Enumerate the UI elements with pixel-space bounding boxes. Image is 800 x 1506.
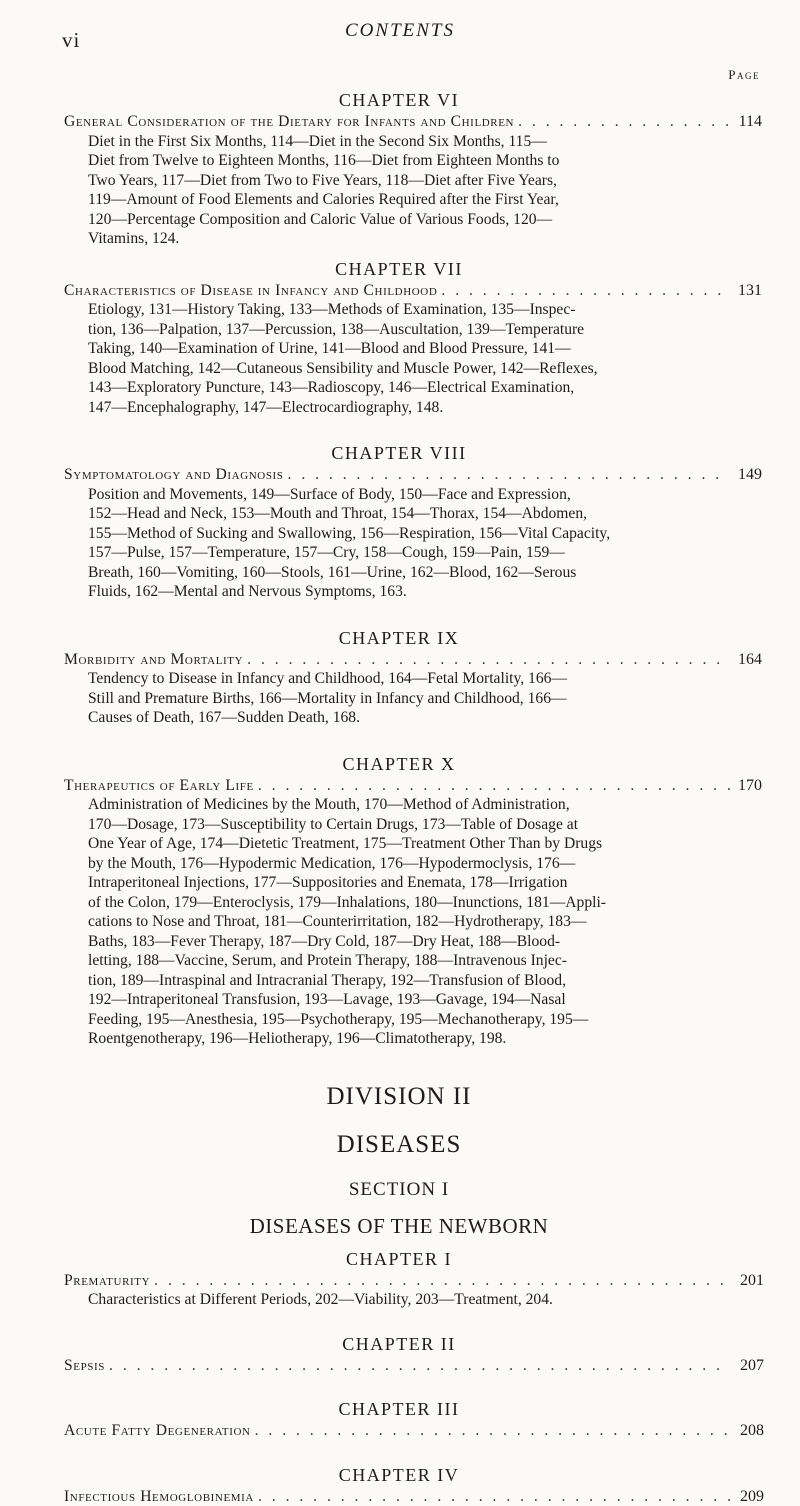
toc-entry	[64, 465, 734, 485]
desc-line: Diet from Twelve to Eighteen Months, 116—Diet from Eighteen Months to	[88, 151, 734, 171]
chapter-label: CHAPTER VIII	[64, 441, 734, 465]
chapter-title: Morbidity and Mortality	[64, 650, 243, 670]
dot-leader	[288, 465, 730, 485]
chapter-title: Infectious Hemoglobinemia	[64, 1487, 254, 1506]
chapter-title: Symptomatology and Diagnosis	[64, 465, 284, 485]
dot-leader	[258, 1487, 730, 1506]
chapter-title: General Consideration of the Dietary for Infants and Children	[64, 112, 514, 132]
dot-leader	[247, 650, 730, 670]
dot-leader	[518, 112, 730, 132]
desc-line: Taking, 140—Examination of Urine, 141—Blood and Blood Pressure, 141—	[88, 339, 734, 359]
toc-entry	[64, 1487, 734, 1506]
chapter-label: CHAPTER IX	[64, 626, 734, 650]
desc-line: Causes of Death, 167—Sudden Death, 168.	[88, 708, 734, 728]
running-title: CONTENTS	[0, 20, 800, 42]
chapter-label: CHAPTER I	[64, 1247, 734, 1271]
chapter-7	[64, 257, 734, 418]
desc-line: Breath, 160—Vomiting, 160—Stools, 161—Urine, 162—Blood, 162—Serous	[88, 563, 734, 583]
chapter-description	[88, 485, 734, 602]
toc-entry	[64, 1356, 734, 1376]
toc-entry	[64, 1271, 734, 1291]
page-folio: vi	[62, 28, 80, 53]
toc-entry	[64, 650, 734, 670]
desc-line: 143—Exploratory Puncture, 143—Radioscopy, 146—Electrical Examination,	[88, 378, 734, 398]
division-heading	[64, 1079, 734, 1241]
chapter-description	[88, 132, 734, 249]
desc-line: Blood Matching, 142—Cutaneous Sensibility and Muscle Power, 142—Reflexes,	[88, 359, 734, 379]
page-number: 209	[740, 1487, 764, 1506]
desc-line: 147—Encephalography, 147—Electrocardiography, 148.	[88, 398, 734, 418]
desc-line: tion, 189—Intraspinal and Intracranial Therapy, 192—Transfusion of Blood,	[88, 971, 734, 991]
toc-entry	[64, 281, 734, 301]
toc-entry	[64, 112, 734, 132]
division-label: DIVISION II	[64, 1079, 734, 1115]
desc-line: by the Mouth, 176—Hypodermic Medication, 176—Hypodermoclysis, 176—	[88, 854, 734, 874]
desc-line: Characteristics at Different Periods, 202—Viability, 203—Treatment, 204.	[88, 1290, 734, 1310]
sub-chapter-2	[64, 1332, 734, 1376]
chapter-label: CHAPTER III	[64, 1397, 734, 1421]
chapter-title: Therapeutics of Early Life	[64, 776, 254, 796]
desc-line: Still and Premature Births, 166—Mortality in Infancy and Childhood, 166—	[88, 689, 734, 709]
toc-content	[64, 88, 734, 1506]
chapter-description	[88, 1290, 734, 1310]
chapter-description	[88, 795, 734, 1049]
sub-chapter-3	[64, 1397, 734, 1441]
chapter-label: CHAPTER X	[64, 752, 734, 776]
chapter-title: Characteristics of Disease in Infancy and Childhood	[64, 281, 437, 301]
desc-line: tion, 136—Palpation, 137—Percussion, 138—Auscultation, 139—Temperature	[88, 320, 734, 340]
chapter-label: CHAPTER VI	[64, 88, 734, 112]
desc-line: 157—Pulse, 157—Temperature, 157—Cry, 158—Cough, 159—Pain, 159—	[88, 543, 734, 563]
toc-entry	[64, 1421, 734, 1441]
desc-line: 192—Intraperitoneal Transfusion, 193—Lavage, 193—Gavage, 194—Nasal	[88, 990, 734, 1010]
page-number: 131	[738, 281, 762, 301]
chapter-9	[64, 626, 734, 728]
chapter-label: CHAPTER IV	[64, 1463, 734, 1487]
page-number: 170	[738, 776, 762, 796]
chapter-description	[88, 669, 734, 728]
desc-line: Tendency to Disease in Infancy and Childhood, 164—Fetal Mortality, 166—	[88, 669, 734, 689]
desc-line: One Year of Age, 174—Dietetic Treatment, 175—Treatment Other Than by Drugs	[88, 834, 734, 854]
desc-line: 152—Head and Neck, 153—Mouth and Throat, 154—Thorax, 154—Abdomen,	[88, 504, 734, 524]
desc-line: Intraperitoneal Injections, 177—Suppositories and Enemata, 178—Irrigation	[88, 873, 734, 893]
chapter-title: Acute Fatty Degeneration	[64, 1421, 251, 1441]
chapter-6	[64, 88, 734, 249]
desc-line: 119—Amount of Food Elements and Calories Required after the First Year,	[88, 190, 734, 210]
desc-line: Feeding, 195—Anesthesia, 195—Psychotherapy, 195—Mechanotherapy, 195—	[88, 1010, 734, 1030]
page-number: 164	[738, 650, 762, 670]
desc-line: Position and Movements, 149—Surface of Body, 150—Face and Expression,	[88, 485, 734, 505]
page-number: 201	[740, 1271, 764, 1291]
dot-leader	[255, 1421, 730, 1441]
desc-line: of the Colon, 179—Enteroclysis, 179—Inhalations, 180—Inunctions, 181—Appli-	[88, 893, 734, 913]
desc-line: 170—Dosage, 173—Susceptibility to Certain Drugs, 173—Table of Dosage at	[88, 815, 734, 835]
dot-leader	[154, 1271, 730, 1291]
dot-leader	[258, 776, 730, 796]
dot-leader	[109, 1356, 730, 1376]
division-title: DISEASES	[64, 1127, 734, 1163]
desc-line: 155—Method of Sucking and Swallowing, 156—Respiration, 156—Vital Capacity,	[88, 524, 734, 544]
chapter-label: CHAPTER II	[64, 1332, 734, 1356]
toc-entry	[64, 776, 734, 796]
section-label: SECTION I	[64, 1175, 734, 1205]
page-number: 149	[738, 465, 762, 485]
desc-line: Administration of Medicines by the Mouth, 170—Method of Administration,	[88, 795, 734, 815]
dot-leader	[441, 281, 730, 301]
desc-line: Roentgenotherapy, 196—Heliotherapy, 196—Climatotherapy, 198.	[88, 1029, 734, 1049]
running-head	[0, 16, 800, 46]
sub-chapter-4	[64, 1463, 734, 1506]
desc-line: cations to Nose and Throat, 181—Counterirritation, 182—Hydrotherapy, 183—	[88, 912, 734, 932]
desc-line: Baths, 183—Fever Therapy, 187—Dry Cold, 187—Dry Heat, 188—Blood-	[88, 932, 734, 952]
desc-line: Diet in the First Six Months, 114—Diet in the Second Six Months, 115—	[88, 132, 734, 152]
desc-line: 120—Percentage Composition and Caloric Value of Various Foods, 120—	[88, 210, 734, 230]
chapter-title: Prematurity	[64, 1271, 150, 1291]
chapter-8	[64, 441, 734, 602]
desc-line: Etiology, 131—History Taking, 133—Methods of Examination, 135—Inspec-	[88, 300, 734, 320]
chapter-title: Sepsis	[64, 1356, 105, 1376]
desc-line: Vitamins, 124.	[88, 229, 734, 249]
page-column-label: Page	[728, 67, 760, 83]
page-number: 208	[740, 1421, 764, 1441]
chapter-label: CHAPTER VII	[64, 257, 734, 281]
desc-line: letting, 188—Vaccine, Serum, and Protein Therapy, 188—Intravenous Injec-	[88, 951, 734, 971]
chapter-10	[64, 752, 734, 1049]
chapter-description	[88, 300, 734, 417]
desc-line: Fluids, 162—Mental and Nervous Symptoms, 163.	[88, 582, 734, 602]
desc-line: Two Years, 117—Diet from Two to Five Years, 118—Diet after Five Years,	[88, 171, 734, 191]
sub-chapter-1	[64, 1247, 734, 1310]
section-title: DISEASES OF THE NEWBORN	[64, 1211, 734, 1241]
page-number: 207	[740, 1356, 764, 1376]
page-number: 114	[739, 112, 762, 132]
